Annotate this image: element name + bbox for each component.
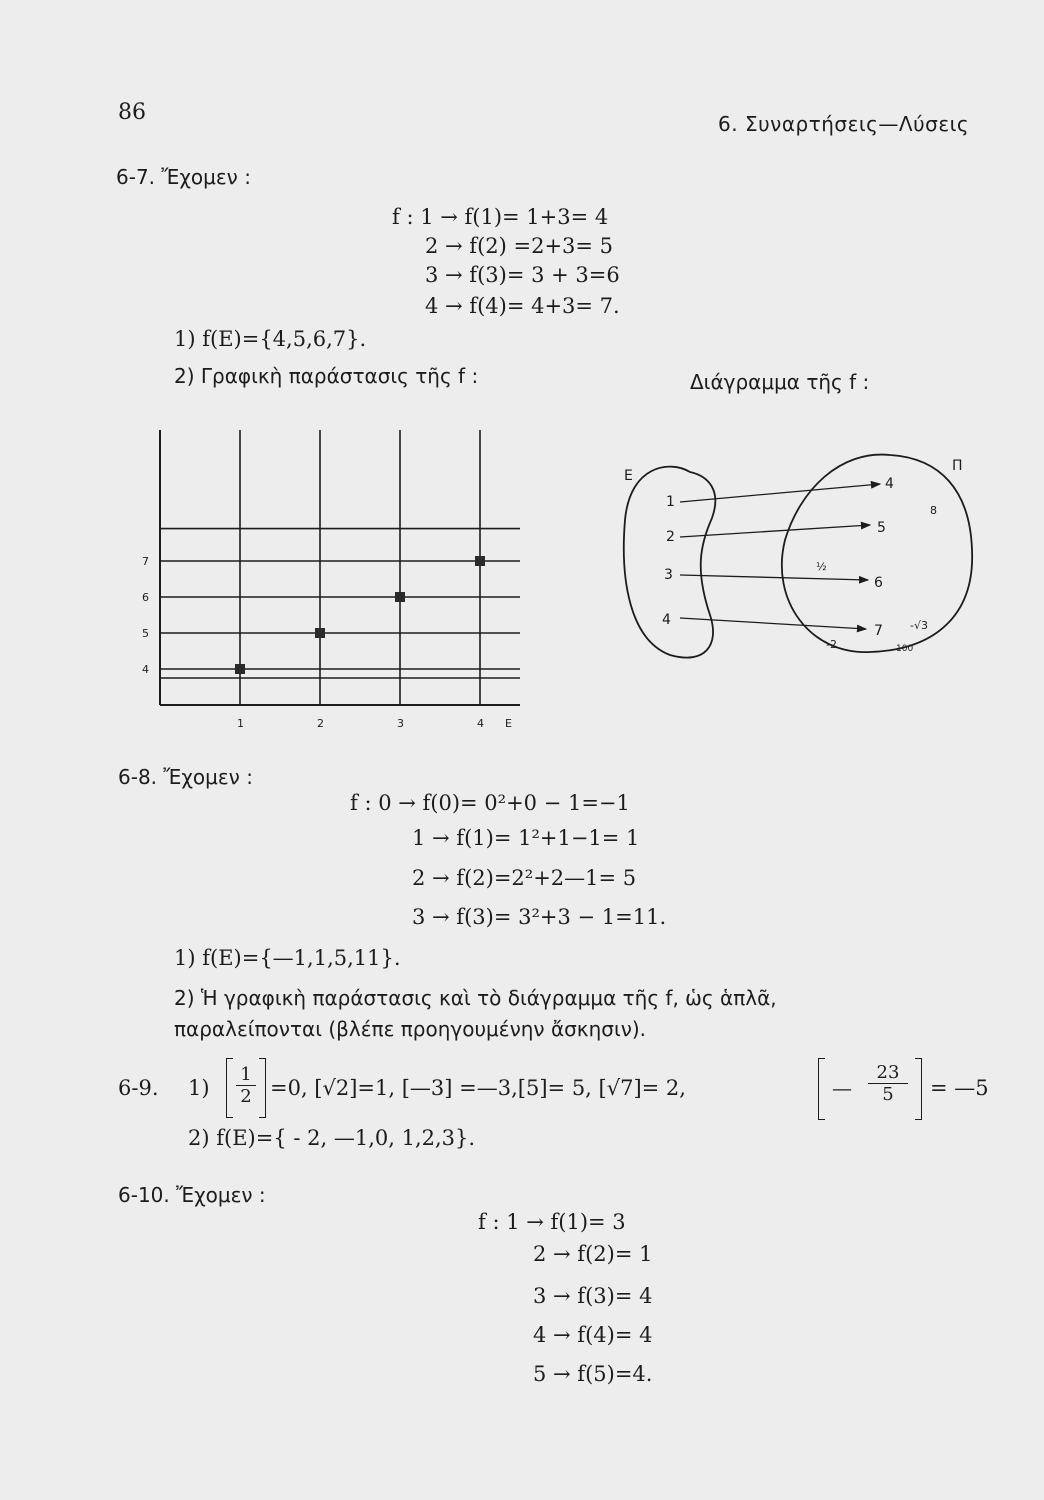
ex67-f-line-1: f : 1 → f(1)= 1+3= 4 [392, 205, 609, 229]
exercise-6-10-label: 6-10. Ἔχομεν : [118, 1183, 266, 1207]
fraction-denominator: 5 [882, 1084, 894, 1105]
codomain-set-label: Π [952, 458, 963, 474]
ex67-item-1: 1) f(E)={4,5,6,7}. [174, 327, 367, 351]
ex68-f-line-1: f : 0 → f(0)= 0²+0 − 1=−1 [350, 791, 630, 815]
fraction-denominator: 2 [240, 1086, 252, 1107]
codomain-element: 7 [874, 623, 883, 639]
ex68-item-2-line-2: παραλείπονται (βλέπε προηγουμένην ἄσκησιν). [174, 1017, 647, 1041]
codomain-extra: 8 [930, 504, 937, 517]
codomain-element: 6 [874, 575, 883, 591]
ex68-item-1: 1) f(E)={—1,1,5,11}. [174, 946, 401, 970]
y-tick-label: 5 [142, 627, 149, 640]
domain-element: 1 [666, 494, 675, 510]
codomain-element: 5 [877, 520, 886, 536]
graph-of-f [130, 420, 530, 740]
floor-half [226, 1058, 266, 1118]
page-number: 86 [118, 100, 146, 125]
ex610-f-line-4: 4 → f(4)= 4 [533, 1323, 653, 1347]
ex69-item-1-prefix: 1) [188, 1076, 210, 1100]
y-tick-label: 7 [142, 555, 149, 568]
codomain-extra: ½ [816, 560, 827, 573]
data-point [315, 628, 325, 638]
mapping-arrow [680, 484, 880, 502]
mapping-arrow [680, 618, 866, 629]
exercise-6-7-label: 6-7. Ἔχομεν : [116, 165, 251, 189]
ex610-f-line-1: f : 1 → f(1)= 3 [478, 1210, 626, 1234]
ex68-f-line-4: 3 → f(3)= 3²+3 − 1=11. [412, 905, 667, 929]
x-tick-label: E [505, 717, 512, 730]
data-point [395, 592, 405, 602]
domain-set-label: E [624, 468, 633, 484]
codomain-extra: -√3 [910, 619, 928, 632]
ex68-item-2-line-1: 2) Ἡ γραφικὴ παράστασις καὶ τὸ διάγραμμα τῆς f, ὡς ἁπλᾶ, [174, 986, 777, 1010]
codomain-element: 4 [885, 476, 894, 492]
x-tick-label: 2 [317, 717, 324, 730]
ex68-f-line-3: 2 → f(2)=2²+2—1= 5 [412, 866, 637, 890]
running-title: 6. Συναρτήσεις—Λύσεις [718, 112, 970, 136]
ex69-item-2: 2) f(E)={ - 2, —1,0, 1,2,3}. [188, 1126, 476, 1150]
ex69-item-1-middle: =0, [√2]=1, [—3] =—3,[5]= 5, [√7]= 2, [270, 1076, 686, 1100]
mapping-diagram [600, 440, 1000, 680]
y-tick-label: 6 [142, 591, 149, 604]
floor-neg-23-5 [818, 1058, 922, 1120]
x-tick-label: 4 [477, 717, 484, 730]
ex67-item-2: 2) Γραφικὴ παράστασις τῆς f : [174, 364, 479, 388]
data-point [235, 664, 245, 674]
ex67-f-line-4: 4 → f(4)= 4+3= 7. [425, 294, 620, 318]
domain-element: 3 [664, 567, 673, 583]
x-tick-label: 3 [397, 717, 404, 730]
x-tick-label: 1 [237, 717, 244, 730]
ex68-f-line-2: 1 → f(1)= 1²+1−1= 1 [412, 826, 640, 850]
ex67-f-line-3: 3 → f(3)= 3 + 3=6 [425, 263, 620, 287]
mapping-arrow [680, 575, 868, 580]
ex67-f-line-2: 2 → f(2) =2+3= 5 [425, 234, 614, 258]
fraction-numerator: 1 [236, 1064, 256, 1086]
codomain-extra: -2 [826, 638, 837, 651]
fraction-sign: — [832, 1076, 852, 1100]
ex69-item-1-end: = —5 [930, 1076, 989, 1100]
exercise-6-9-label: 6-9. [118, 1076, 159, 1100]
exercise-6-8-label: 6-8. Ἔχομεν : [118, 765, 253, 789]
data-point [475, 556, 485, 566]
codomain-extra: 100 [896, 644, 914, 654]
ex610-f-line-2: 2 → f(2)= 1 [533, 1242, 653, 1266]
diagram-title: Διάγραμμα τῆς f : [690, 370, 870, 394]
fraction-numerator: 23 [868, 1062, 908, 1084]
domain-element: 4 [662, 612, 671, 628]
ex610-f-line-5: 5 → f(5)=4. [533, 1362, 653, 1386]
y-tick-label: 4 [142, 663, 149, 676]
domain-element: 2 [666, 529, 675, 545]
ex610-f-line-3: 3 → f(3)= 4 [533, 1284, 653, 1308]
